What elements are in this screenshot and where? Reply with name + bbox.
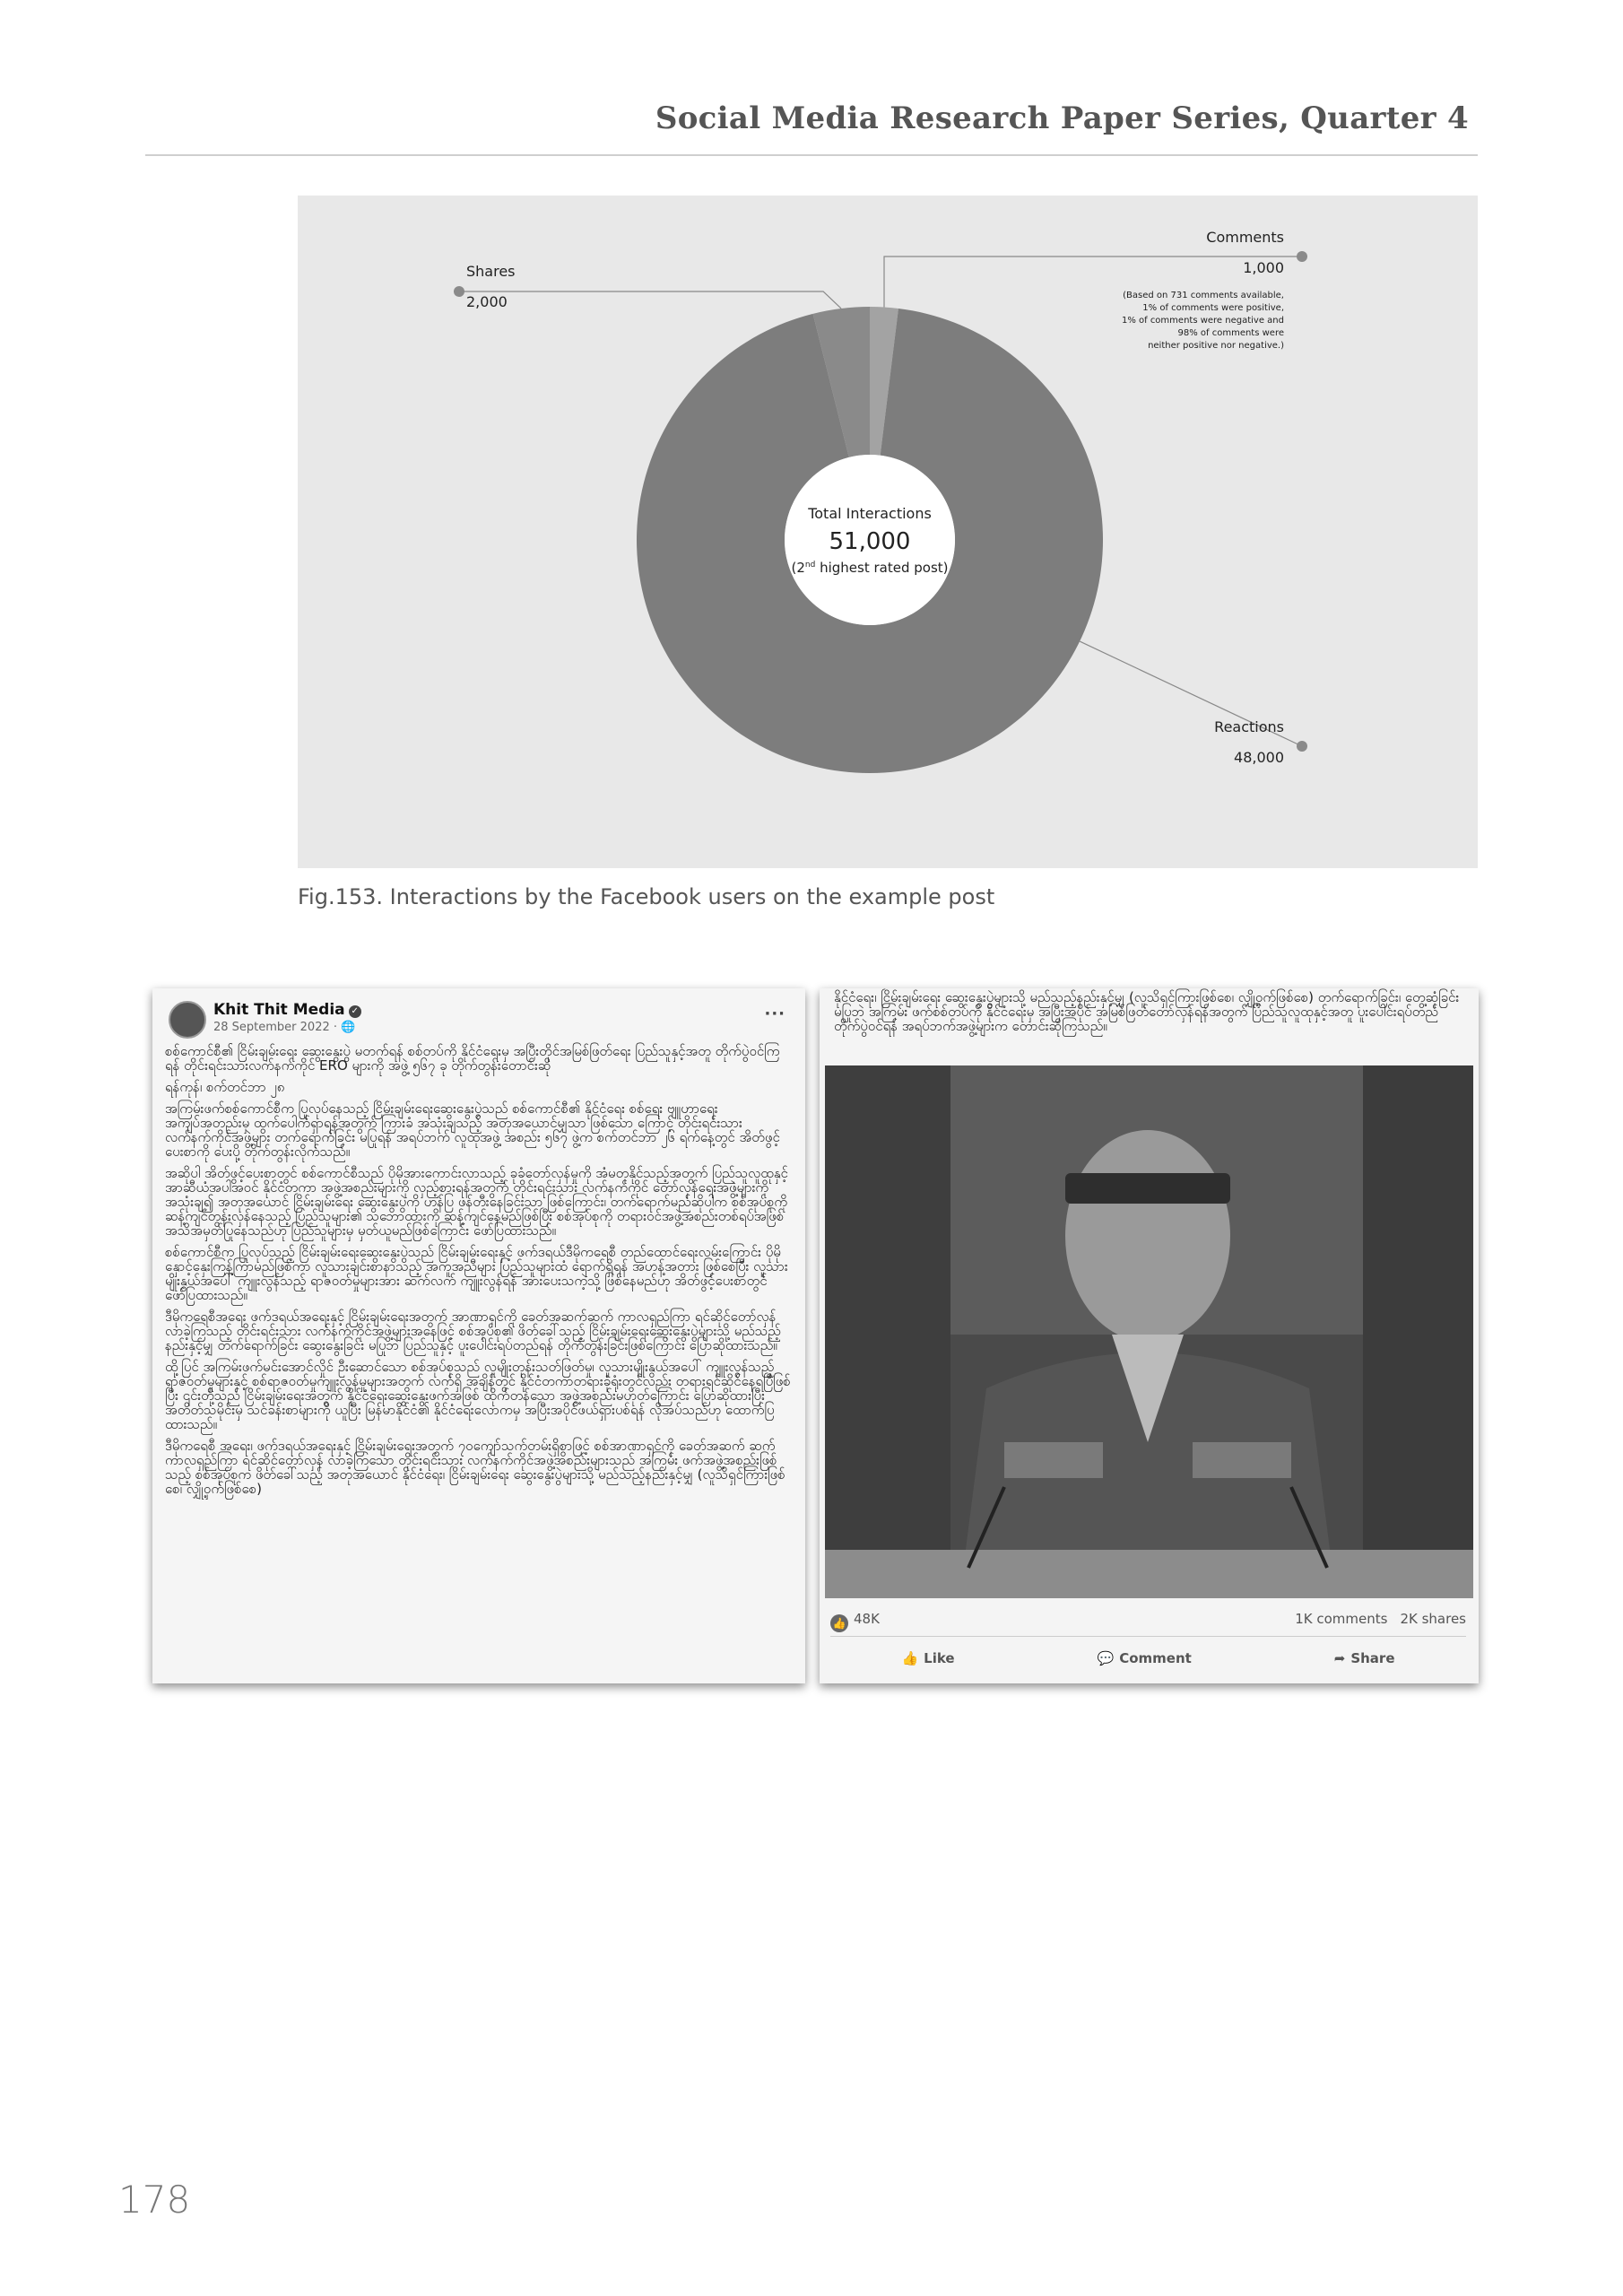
donut-chart <box>298 196 1478 868</box>
more-options-icon: ··· <box>764 1004 785 1023</box>
comments-note-line: (Based on 731 comments available, <box>1123 291 1284 300</box>
post-actions <box>830 1641 1466 1677</box>
engagement-counts <box>1282 1611 1466 1627</box>
center-note: (2nd highest rated post) <box>791 560 949 576</box>
like-reaction-icon: 👍 <box>830 1614 848 1632</box>
post-paragraph: စစ်ကောင်စီက ပြုလုပ်သည့် ငြိမ်းချမ်းရေးဆွေးနွေးပွဲသည် ငြိမ်းချမ်းရေးနှင့် ဖက်ဒရယ်ဒီမိုကရေစီ တည်ထောင်ရေးလမ်းကြောင်း ပိုမိုနှောင့်နှေးကြန့်ကြာမည်ဖြစ်ကာ လူသားချင်းစာနာသည့် အကူအညီများ ပြည်သူများထံ ရောက်ရှိရန် အဟန့်အတား ဖြစ်စေပြီး လူသားမျိုးနွယ်အပေါ် ကျူးလွန်သည့် ရာဇဝတ်မှုများအား ဆက်လက် ကျူးလွန်ရန် အားပေးသကဲ့သို့ ဖြစ်နေမည်ဟု အိတ်ဖွင့်ပေးစာတွင် ဖော်ပြထားသည်။ <box>165 1244 788 1303</box>
post-author <box>213 1001 361 1019</box>
post-paragraph: ဒီမိုကရေစီအရေး ဖက်ဒရယ်အရေးနှင့် ငြိမ်းချမ်းရေးအတွက် အာဏာရှင်ကို ခေတ်အဆက်ဆက် ကာလရှည်ကြာ ရင်ဆိုင်တော်လှန်လာခဲ့ကြသည့် တိုင်းရင်းသား လက်နက်ကိုင်အဖွဲ့များအနေဖြင့် စစ်အုပ်စု၏ ဖိတ်ခေါ်သည့် ငြိမ်းချမ်းရေးဆွေးနွေးပွဲများသို့ မည်သည့်နည်းနှင့်မျှ တက်ရောက်ခြင်း ဆွေးနွေးခြင်း မပြုဘဲ ပြည်သူနှင့် ပူးပေါင်းရပ်တည်ရန် တိုက်တွန်းခြင်းဖြစ်ကြောင်း ပြောဆိုထားသည်။ <box>165 1309 781 1353</box>
actions-divider <box>830 1636 1466 1637</box>
author-name: Khit Thit Media <box>213 1001 345 1019</box>
post-paragraph: ရန်ကုန်၊ စက်တင်ဘာ ၂၈ <box>165 1079 285 1095</box>
running-header: Social Media Research Paper Series, Quarter 4 <box>655 100 1469 136</box>
marker-dot-shares <box>454 286 464 297</box>
facebook-post-screenshot-right <box>820 988 1479 1683</box>
shares-label: Shares <box>466 263 516 280</box>
share-count: 2K shares <box>1400 1611 1466 1627</box>
center-label: Total Interactions <box>808 505 932 522</box>
comments-value: 1,000 <box>1243 259 1284 276</box>
comments-note-line: 98% of comments were <box>1177 328 1284 338</box>
page-avatar <box>169 1001 206 1039</box>
reaction-count <box>830 1611 880 1632</box>
post-paragraph: အကြမ်းဖက်စစ်ကောင်စီက ပြုလုပ်နေသည့် ငြိမ်းချမ်းရေးဆွေးနွေးပွဲသည် စစ်ကောင်စီ၏ နိုင်ငံရေး စစ်ရေး ဗျူဟာရေးအကျပ်အတည်းမှ ထွက်ပေါက်ရှာရန်အတွက် ကြားခံ အသုံးချသည့် အတုအယောင်မျှသာ ဖြစ်သော ကြောင့် တိုင်းရင်းသားလက်နက်ကိုင်အဖွဲ့များ တက်ရောက်ခြင်း မပြုရန် အရပ်ဘက် လူထုအဖွဲ့ အစည်း ၅၆၇ ဖွဲ့က စက်တင်ဘာ ၂၆ ရက်နေ့တွင် အိတ်ဖွင့်ပေးစာကို ပေးပို့ တိုက်တွန်းလိုက်သည်။ <box>165 1100 780 1160</box>
reactions-value: 48,000 <box>1234 749 1284 766</box>
post-continued-text: နိုင်ငံရေး၊ ငြိမ်းချမ်းရေး ဆွေးနွေးပွဲများသို့ မည်သည့်နည်းနှင့်မျှ (လူသိရှင်ကြားဖြစ်စေ၊ လျှို့ဝှက်ဖြစ်စေ) တက်ရောက်ခြင်း၊ တွေ့ဆုံခြင်း မပြုဘဲ အကြမ်း ဖက်စစ်တပ်ကို နိုင်ငံရေးမှ အပြီးအပိုင် အမြစ်ဖြတ်တော်လှန်ရန်အတွက် ပြည်သူလူထုနှင့်အတူ ပူးပေါင်းရပ်တည်တိုက်ပွဲဝင်ရန် အရပ်ဘက်အဖွဲ့များက တောင်းဆိုကြသည်။ <box>834 989 1460 1034</box>
comments-note <box>1122 291 1284 351</box>
comments-note-line: neither positive nor negative.) <box>1148 341 1284 351</box>
comment-icon: 💬 <box>1097 1650 1115 1666</box>
like-button <box>901 1641 954 1677</box>
post-paragraph: အဆိုပါ အိတ်ဖွင့်ပေးစာတွင် စစ်ကောင်စီသည် ပိုမိုအားကောင်းလာသည့် ခုခံတော်လှန်မှုကို အံမတုနိုင်သည့်အတွက် ပြည်သူလူထုနှင့် အာဆီယံအပါအဝင် နိုင်ငံတကာ အဖွဲ့အစည်းများကို လှည့်စားရန်အတွက် တိုင်းရင်းသား လက်နက်ကိုင် တော်လှန်ရေးအဖွဲ့များကို အသုံးချ၍ အတုအယောင် ငြိမ်းချမ်းရေး ဆွေးနွေးပွဲကို ဟန်ပြ ဖန်တီးနေခြင်းသာ ဖြစ်ကြောင်း၊ တက်ရောက်မည်ဆိုပါက စစ်အုပ်စုကို ဆန့်ကျင်တွန်းလှန်နေသည့် ပြည်သူများ၏ သဘောထားကို ဆန့်ကျင်နေမည်ဖြစ်ပြီး စစ်အုပ်စုကို တရားဝင်အဖွဲ့အစည်းတစ်ရပ်အဖြစ် အသိအမှတ်ပြုနေသည်ဟု ပြည်သူများမှ မှတ်ယူမည်ဖြစ်ကြောင်း ဖော်ပြထားသည်။ <box>165 1165 788 1239</box>
comment-label: Comment <box>1119 1650 1192 1666</box>
comments-label: Comments <box>1206 229 1284 246</box>
comments-note-line: 1% of comments were negative and <box>1121 316 1284 326</box>
post-stats <box>830 1607 1466 1634</box>
reaction-count-text: 48K <box>854 1611 880 1627</box>
share-icon: ➦ <box>1333 1650 1346 1666</box>
comment-count: 1K comments <box>1295 1611 1388 1627</box>
leader-line-shares <box>459 291 841 309</box>
photo-placeholder <box>825 1065 1473 1598</box>
post-paragraph: ဒီမိုကရေစီ အရေး၊ ဖက်ဒရယ်အရေးနှင့် ငြိမ်းချမ်းရေးအတွက် ၇၀ကျော်သက်တမ်းရှိစွာဖြင့် စစ်အာဏာရှင်ကို ခေတ်အဆက် ဆက် ကာလရှည်ကြာ ရင်ဆိုင်တော်လှန် လာခဲ့ကြသော တိုင်းရင်းသား လက်နက်ကိုင်အဖွဲ့အစည်းများသည် အကြမ်း ဖက်အဖွဲ့အစည်းဖြစ်သည့် စစ်အုပ်စုက ဖိတ်ခေါ်သည့် အတုအယောင် နိုင်ငံရေး၊ ငြိမ်းချမ်းရေး ဆွေးနွေးပွဲများသို့ မည်သည့်နည်းနှင့်မျှ (လူသိရှင်ကြားဖြစ်စေ၊ လျှို့ဝှက်ဖြစ်စေ) <box>165 1438 785 1497</box>
donut-chart-panel <box>298 196 1478 868</box>
comment-button <box>1098 1641 1192 1677</box>
reactions-label: Reactions <box>1214 718 1284 735</box>
marker-dot-comments <box>1297 251 1307 262</box>
marker-dot-reactions <box>1297 741 1307 752</box>
shares-value: 2,000 <box>466 293 508 310</box>
post-photo <box>825 1065 1473 1598</box>
facebook-post-screenshot-left <box>152 988 805 1683</box>
like-label: Like <box>924 1650 955 1666</box>
center-value: 51,000 <box>829 528 911 555</box>
comments-note-line: 1% of comments were positive, <box>1142 303 1284 313</box>
post-date: 28 September 2022 · 🌐 <box>213 1021 356 1034</box>
figure-caption: Fig.153. Interactions by the Facebook users on the example post <box>298 884 995 909</box>
header-rule <box>145 154 1478 156</box>
post-paragraph: ထို့ပြင် အကြမ်းဖက်မင်းအောင်လှိုင် ဦးဆောင်သော စစ်အုပ်စုသည် လူမျိုးတုန်းသတ်ဖြတ်မှု၊ လူသားမျိုးနွယ်အပေါ် ကျူးလွန်သည့် ရာဇဝတ်မှုများနှင့် စစ်ရာဇဝတ်မှုကျူးလွန်မှုများအတွက် လက်ရှိ အချိန်တွင် နိုင်ငံတကာတရားခုံရုံးတွင်လည်း တရားရင်ဆိုင်နေရပြီဖြစ်ပြီး ၎င်းတို့သည် ငြိမ်းချမ်းရေးအတွက် နိုင်ငံရေးဆွေးနွေးဖက်အဖြစ် ထိုက်တန်သော အဖွဲ့အစည်းမဟုတ်ကြောင်း ပြောဆိုထားပြီး အတိတ်သမိုင်းမှ သင်ခန်းစာများကို ယူပြီး မြန်မာနိုင်ငံ၏ နိုင်ငံရေးလောကမှ အပြီးအပိုင်ဖယ်ရှားပစ်ရန် လိုအပ်သည်ဟု ထောက်ပြထားသည်။ <box>165 1359 791 1432</box>
thumbs-up-icon: 👍 <box>901 1650 919 1666</box>
post-body <box>165 1044 793 1503</box>
verified-icon: ✓ <box>349 1005 361 1018</box>
share-button <box>1334 1641 1395 1677</box>
share-label: Share <box>1350 1650 1395 1666</box>
post-paragraph: စစ်ကောင်စီ၏ ငြိမ်းချမ်းရေး ဆွေးနွေးပွဲ မတက်ရန် စစ်တပ်ကို နိုင်ငံရေးမှ အပြီးတိုင်အမြစ်ဖြတ်ရေး ပြည်သူနှင့်အတူ တိုက်ပွဲဝင်ကြရန် တိုင်းရင်းသားလက်နက်ကိုင် ERO များကို အဖွဲ့ ၅၆၇ ခု တိုက်တွန်းတောင်းဆို <box>165 1043 780 1074</box>
page-number: 178 <box>118 2178 191 2222</box>
